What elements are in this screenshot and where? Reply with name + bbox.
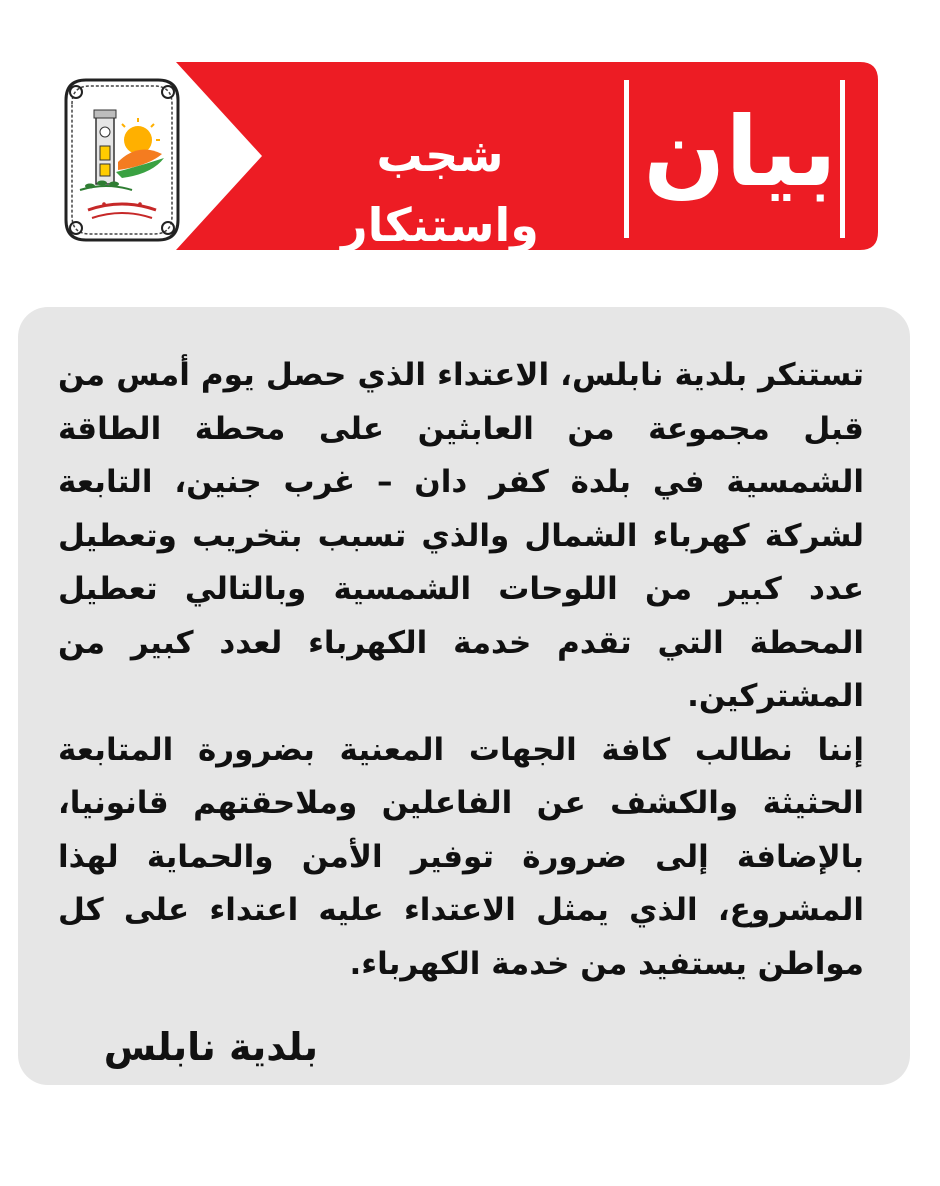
statement-subtitle: شجب واستنكار xyxy=(341,128,539,252)
statement-title: بيان xyxy=(643,96,837,208)
statement-card xyxy=(18,307,910,1085)
statement-paragraph-1: تستنكر بلدية نابلس، الاعتداء الذي حصل يوم أمس من قبل مجموعة من العابثين على محطة الطاقة الشمسية في بلدة كفر دان – غرب جنين، التابعة لشركة كهرباء الشمال والذي تسبب بتخريب وتعطيل عدد كبير من اللوحات الشمسية وبالتالي تعطيل المحطة التي تقدم خدمة الكهرباء لعدد كبير من المشتركين. xyxy=(58,357,864,714)
seal-icon xyxy=(52,70,192,250)
statement-paragraph-2: إننا نطالب كافة الجهات المعنية بضرورة المتابعة الحثيثة والكشف عن الفاعلين وملاحقتهم قانونيا، بالإضافة إلى ضرورة توفير الأمن والحماية لهذا المشروع، الذي يمثل الاعتداء عليه اعتداء على كل مواطن يستفيد من خدمة الكهرباء. xyxy=(58,731,864,982)
statement-signature: بلدية نابلس xyxy=(103,1025,318,1069)
banner-divider-left xyxy=(624,80,629,238)
banner-divider-right xyxy=(840,80,845,238)
nablus-municipality-logo xyxy=(52,70,192,250)
statement-body xyxy=(58,349,864,991)
